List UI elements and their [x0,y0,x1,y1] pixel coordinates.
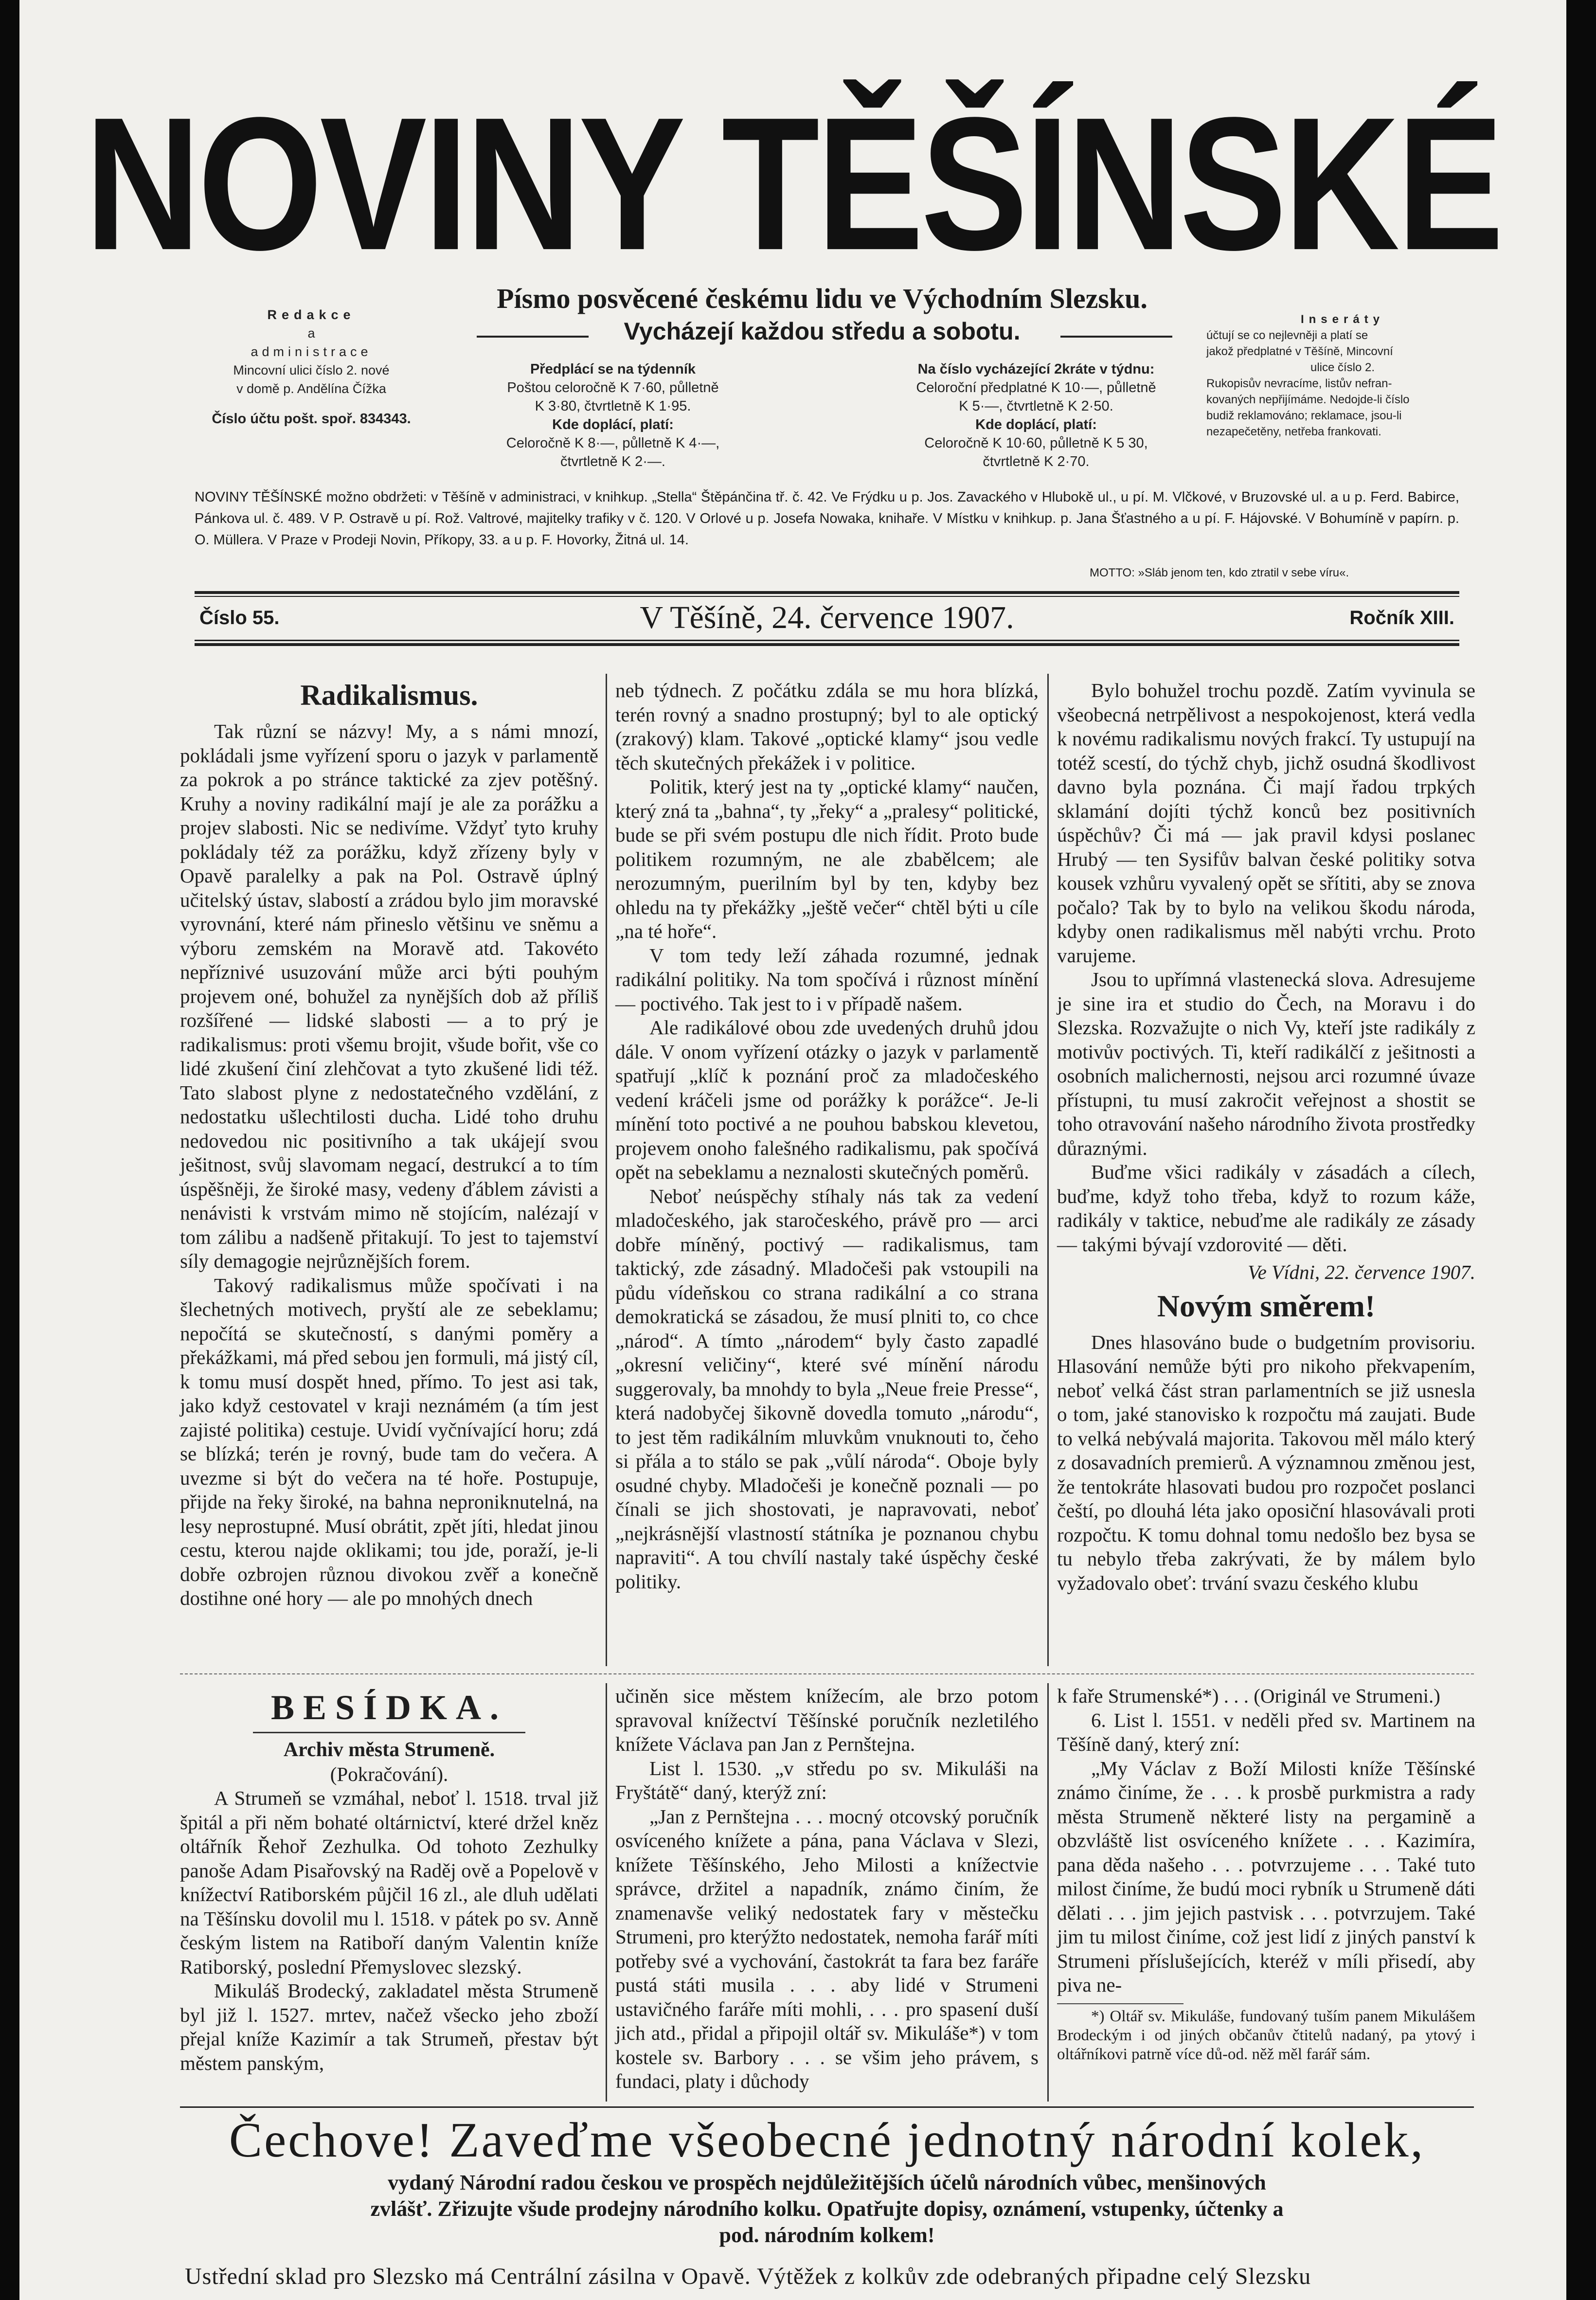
redakce-line: Mincovní ulici číslo 2. nové [233,363,390,377]
paragraph: List l. 1530. „v středu po sv. Mikuláši na Fryštátě“ daný, kterýž zní: [615,1757,1039,1803]
paragraph: 6. List l. 1551. v neděli před sv. Martinem na Těšíně daný, který zní: [1057,1708,1475,1755]
besidka-col3 [1057,1684,1475,2064]
advert-body-line: vydaný Národní radou českou ve prospěch nejdůležitějších účelů národních vůbec, menšinových [388,2171,1266,2194]
issue-number: Číslo 55. [199,607,280,629]
redakce-line: administrace [251,344,372,359]
besidka-col2 [615,1684,1039,2094]
paragraph: Takový radikalismus může spočívati i na šlechetných motivech, pryští ale ze sebeklamu; nepočítá se skutečností, s danými poměry a překážkami, má před sebou jen formuli, má jistý cíl, k tomu musí dospět hned, přímo. To jest asi tak, jako když cestovatel v kraji neznámém (a tím jest zajisté politika) cestuje. Uvidí vyčnívající horu; zdá se blízká; terén je rovný, bude tam do večera. A uvezme si být do večera na té hoře. Postupuje, přijde na řeky široké, na bahna neproniknutelná, na lesy neprostupné. Musí obrátit, zpět jíti, hledat jinou cestu, kterou najde oklikami; tou jde, poraží, je-li dobře ozbrojen různou divokou zvěř a konečně dostihne oné hory — ale po mnohých dnech [180,1274,598,1609]
dateline-rule-bottom-thick [195,643,1459,646]
inserty-line: účtují se co nejlevněji a platí se [1206,329,1368,342]
masthead-title: NOVINY TĚŠÍNSKÉ [85,77,1501,289]
pricing-left-line: čtvrtletně K 2·—. [560,454,665,469]
redakce-line: Číslo účtu pošt. spoř. 834343. [212,411,411,427]
inserty-line: nezapečetěny, netřeba frankovati. [1206,425,1381,438]
newspaper-page [19,0,1566,2300]
subtitle-line2: Vycházejí každou středu a sobotu. [624,318,1021,345]
pricing-right-line: Na číslo vycházející 2kráte v týdnu: [917,361,1155,377]
pricing-left-line: Poštou celoročně K 7·60, půlletně [507,380,719,395]
inserty-line: kovaných nepřijímáme. Nedojde-li číslo [1206,393,1410,406]
dateline-rule-top [195,591,1459,594]
article-radikalismus-col1 [180,674,598,1611]
redakce-line: Redakce [267,307,356,322]
advert-headline: Čechove! Zaveďme všeobecné jednotný národní kolek, [229,2113,1425,2168]
pricing-left-line: Kde doplácí, platí: [552,417,674,432]
paragraph: Neboť neúspěchy stíhaly nás tak za vedení mladočeského, jak staročeského, právě pro — arci dobře míněný, poctivý — radikalismus, tam taktický, zde zásadný. Mladočeši pak vstoupili na půdu vídeňskou co strana radikální a co strana demokratická se zásadou, že musí plniti to, co chce „národ“. A tímto „národem“ byly často zapadlé „okresní veličiny“, které své mínění národu suggerovaly, ba mnohdy to byla „Neue freie Presse“, která nadobyčej šikovně dovedla tomuto „národu“, to jest těm radikálním mluvkům vnuknouti to, čeho si přála a to stálo se pak „vůlí národa“. Oboje byly osudné chyby. Mladočeši je konečně poznali — po čínali se jich shostovati, je napravovati, neboť „nejkrásnější vlastností státníka je poznanou chybu napraviti“. A tou chvílí nastaly také úspěchy české politiky. [615,1185,1039,1593]
pricing-right-line: Kde doplácí, platí: [975,417,1097,432]
article-title-novym-smerem: Novým směrem! [1157,1288,1376,1323]
paragraph: neb týdnech. Z počátku zdála se mu hora blízká, terén rovný a snadno prostupný; byl to ale optický (zrakový) klam. Takové „optické klamy“ jsou vedle těch skutečných překážek i v politice. [615,679,1039,774]
besidka-col1 [180,1683,598,2075]
column-rule [1047,1683,1049,2102]
pricing-right-line: Celoroční předplatné K 10·—, půlletně [916,380,1156,395]
pricing-left [457,360,769,471]
dateline-rule-top-thin [195,596,1459,597]
paragraph: Bylo bohužel trochu pozdě. Zatím vyvinula se všeobecná netrpělivost a nespokojenost, která vedla k novému radikalismu nových frakcí. Ty ustupují na totéž scestí, do týchž chyb, jichž osudná škodlivost davno byla poznána. Či mají řadou trpkých sklamání dojíti týchž konců bez positivních úspěchův? Či má — jak pravil kdysi poslanec Hrubý — ten Sysifův balvan české politiky sotva kousek vzhůru vyvalený opět se sřítiti, aby se znova počalo? Tak by to bylo na velikou škodu národa, kdyby onen radikalismus měl nabýti vrchu. Proto varujeme. [1057,679,1475,967]
paragraph: k faře Strumenské*) . . . (Originál ve Strumeni.) [1057,1685,1440,1707]
article-radikalismus-col3 [1057,679,1475,1595]
besidka-header: BESÍDKA. [253,1683,525,1733]
besidka-title: Archiv města Strumeně. [283,1739,495,1761]
inserty-line: Inseráty [1300,313,1385,326]
paragraph: „Jan z Pernštejna . . . mocný otcovský poručník osvíceného knížete a pána, pana Václava v Slezi, knížete Těšínského, Jeho Milosti a knížectvie správce, držitel a napadník, známo činím, že znamenavše veliký nedostatek fary v městečku Strumeni, pro kterýžto nedostatek, nemoha farář míti potřeby své a vychování, častokrát ta fara bez faráře pustá státi musila . . . aby lidé v Strumeni ustavičného faráře míti mohli, . . . pro spasení duší jich atd., přidal a připojil oltář sv. Mikuláše*) v tom kostele sv. Barbory . . . se všim jeho právem, s fundaci, platy i důchody [615,1805,1039,2092]
inserty-block [1206,311,1479,440]
paragraph: učiněn sice městem knížecím, ale brzo potom spravoval knížectví Těšínské poručník nezletilého knížete Václava pan Jan z Pernštejna. [615,1685,1039,1755]
inserty-line: ulice číslo 2. [1310,361,1375,374]
article-title-radikalismus: Radikalismus. [300,679,478,711]
advert-footer: Ustřední sklad pro Slezsko má Centrální zásilna v Opavě. Výtěžek z kolkův zde odebraných připadne celý Slezsku [185,2264,1311,2289]
footnote: *) Oltář sv. Mikuláše, fundovaný tuším panem Mikulášem Brodeckým i od jiných občanův čtitelů nadaný, pa ytový i oltářníkovi patrně více dů-od. něž měl farář sám. [1057,2007,1475,2063]
pricing-right-line: K 5·—, čtvrtletně K 2·50. [959,398,1113,414]
paragraph: „My Václav z Boží Milosti kníže Těšínské známo činíme, že . . . k prosbě purkmistra a rady města Strumeně některé listy na pergamině a obzvláště list osvíceného knížete . . . Kazimíra, pana děda našeho . . . potvrzujeme . . . Také tuto milost činíme, že budú moci rybník u Strumeně dáti dělati . . . jim jejich pastvisk . . . potvrzujem. Také jim tu milost činíme, což jest lidí z jiných panství k Strumeni příslušejících, kteréž v míli přisedí, aby piva ne- [1057,1757,1475,1996]
subtitle-line1: Písmo posvěcené českému lidu ve Východním Slezsku. [497,283,1148,314]
dateline-rule-bottom [195,640,1459,641]
column-rule [606,1683,607,2102]
pricing-right-line: Celoročně K 10·60, půlletně K 5 30, [924,435,1148,451]
paragraph: Jsou to upřímná vlastenecká slova. Adresujeme je sine ira et studio do Čech, na Moravu i do Slezska. Rozvažujte o nich Vy, kteří jste radikály z motivův poctivých. Ti, kteří radikálčí z ješitnosti a osobních malichernosti, nejsou arci rozumné úvaze přístupni, tu musí zakročit veřejnost a shostit se toho otravování našeho národního života prostředky důraznými. [1057,968,1475,1159]
issue-volume: Ročník XIII. [1349,607,1454,629]
inserty-line: Rukopisův nevracíme, listův nefran- [1206,377,1392,390]
advert-body-line: pod. národním kolkem! [719,2223,935,2247]
advert-body-line: zvlášť. Zřizujte všude prodejny národního kolku. Opatřujte dopisy, oznámení, vstupenky, účtenky a [370,2197,1284,2221]
column-rule [606,674,607,1666]
column-rule [1047,674,1049,1666]
redakce-line: a [307,326,315,341]
motto: MOTTO: »Sláb jenom ten, kdo ztratil v sebe víru«. [1090,566,1349,579]
paragraph: Ale radikálové obou zde uvedených druhů jdou dále. V onom vyřízení otázky o jazyk v parlamentě spatřují „klíč k poznání proč za mladočeského vedení kráčeli jsme od porážky k porážce“. Je-li mínění toto poctivé a ne pouhou babskou klevetou, projevem onoho falešného radikalismu, pak spočívá opět na sebeklamu a neznalosti skutečných poměrů. [615,1016,1039,1183]
paragraph: A Strumeň se vzmáhal, neboť l. 1518. trval již špitál a při něm bohaté oltárnictví, které držel kněz oltářník Řehoř Zezhulka. Od tohoto Zezhulky panoše Adam Pisařovský na Raděj ově a Popelově v knížectví Ratiborském půjčil 16 zl., ale dluh udělati na Těšínsku dovolil mu l. 1518. v pátek po sv. Anně českým listem na Ratiboří daným Valentin kníže Ratiborský, poslední Přemyslovec slezský. [180,1787,598,1978]
article-radikalismus-col2 [615,679,1039,1594]
paragraph: Mikuláš Brodecký, zakladatel města Strumeně byl již l. 1527. mrtev, načež všecko jeho zboží přejal kníže Kazimír a tak Strumeň, přestav být městem panským, [180,1979,598,2074]
advert-rule [180,2106,1474,2108]
pricing-right [866,360,1206,471]
paragraph: Dnes hlasováno bude o budgetním provisoriu. Hlasování nemůže býti pro nikoho překvapením, neboť velká část stran parlamentních se již usnesla o tom, jaké stanovisko k rozpočtu má zaujati. Bude to velká nebývalá majorita. Takovou měl málo který z dosavadních premierů. A významnou změnou jest, že tentokráte hlasovati budou pro rozpočet poslanci čeští, po dlouhá léta jako oposiční hlasovávali proti rozpočtu. K tomu dohnal tomu nedošlo bez bysa se tu nebylo třeba zakrývati, že by málem bylo vyžadovalo obeť: trvání svazu českého klubu [1057,1330,1475,1594]
pricing-left-line: Předplácí se na týdenník [530,361,696,377]
inserty-line: jakož předplatné v Těšíně, Mincovní [1206,345,1393,358]
paragraph: Buďme všici radikály v zásadách a cílech, buďme, když toho třeba, když to rozum káže, radikály v taktice, nebuďme ale radikály ze zásady — takými bývají vzdorovité — děti. [1057,1161,1475,1256]
issue-date: V Těšíně, 24. července 1907. [640,600,1014,635]
pricing-left-line: K 3·80, čtvrtletně K 1·95. [535,398,691,414]
section-divider [180,1673,1474,1674]
subtitle-rule-right [1060,336,1172,338]
distribution-notice: NOVINY TĚŠÍNSKÉ možno obdržeti: v Těšíně v administraci, v knihkup. „Stella“ Štěpánčina tř. č. 42. Ve Frýdku u p. Jos. Zavackého v Hlubokě ul., u pí. M. Vlčkové, v Bruzovské ul. a u p. Ferd. Babirce, Pánkova ul. č. 489. V P. Ostravě u pí. Rož. Valtrové, majitelky trafiky v č. 120. V Orlové u p. Josefa Nowaka, knihaře. V Místku v knihkup. p. Jana Šťastného a u pí. F. Hájovské. V Bohumíně v papírn. p. O. Müllera. V Praze v Prodeji Novin, Příkopy, 33. a u p. F. Hovorky, Žitná ul. 14. [195,489,1459,548]
paragraph: V tom tedy leží záhada rozumné, jednak radikální politiky. Na tom spočívá i různost mínění — poctivého. Tak jest to i v případě našem. [615,944,1039,1015]
pricing-right-line: čtvrtletně K 2·70. [983,454,1090,469]
paragraph: Tak různí se názvy! My, a s námi mnozí, pokládali jsme vyřízení sporu o jazyk v parlamentě za pokrok a po stránce taktické za zjev potěšný. Kruhy a noviny radikální mají je ale za porážku a projev slabosti. Nic se nedivíme. Vždyť tyto kruhy pokládaly též za porážku, když zřízeny byly v Opavě paralelky a pak na Pol. Ostravě úplný učitelský ústav, slabostí a zrádou bylo jim moravské vyrovnání, které nám přineslo většinu ve sněmu a výboru zemském na Moravě atd. Takovéto nepříznivé usuzování může arci býti pouhým projevem oné, bohužel za nynějších dob až příliš rozšířené — lidské slabosti — a to prý je radikalismus: proti všemu brojit, všude bořit, vše co lidé zkušení činí zlehčovat a tyto zkušené lidi též. Tato slabost plyne z nedostatečného vzdělání, z nedostatku ušlechtilosti ducha. Lidé toho druhu nedovedou nic positivního a tak ukájejí svou ješitnost, svůj slavomam negací, destrukcí a to tím úspěšněji, že široké masy, vedeny ďáblem závisti a nenávisti k vrstvám mimo ně stojícím, nalézají v tom zálibu a nadšeně přitakují. To jest to tajemství síly demagogie nejrůznějších forem. [180,720,598,1272]
besidka-continued: (Pokračování). [330,1762,448,1785]
advert-body [185,2170,1469,2248]
article2-byline: Ve Vídni, 22. července 1907. [1248,1261,1475,1283]
inserty-line: budiž reklamováno; reklamace, jsou-li [1206,409,1402,422]
redakce-line: v domě p. Andělína Čížka [236,381,386,396]
redakce-block [180,305,443,428]
paragraph: Politik, který jest na ty „optické klamy“ naučen, který zná ta „bahna“, ty „řeky“ a „pralesy“ politické, bude se při svém postupu dle nich řídit. Proto bude politikem rozumným, ne ale zbabělcem; ale nerozumným, puerilním byl by ten, kdyby bez ohledu na ty překážky „ještě večer“ chtěl býti u cíle „na té hoře“. [615,775,1039,942]
pricing-left-line: Celoročně K 8·—, půlletně K 4·—, [506,435,720,451]
